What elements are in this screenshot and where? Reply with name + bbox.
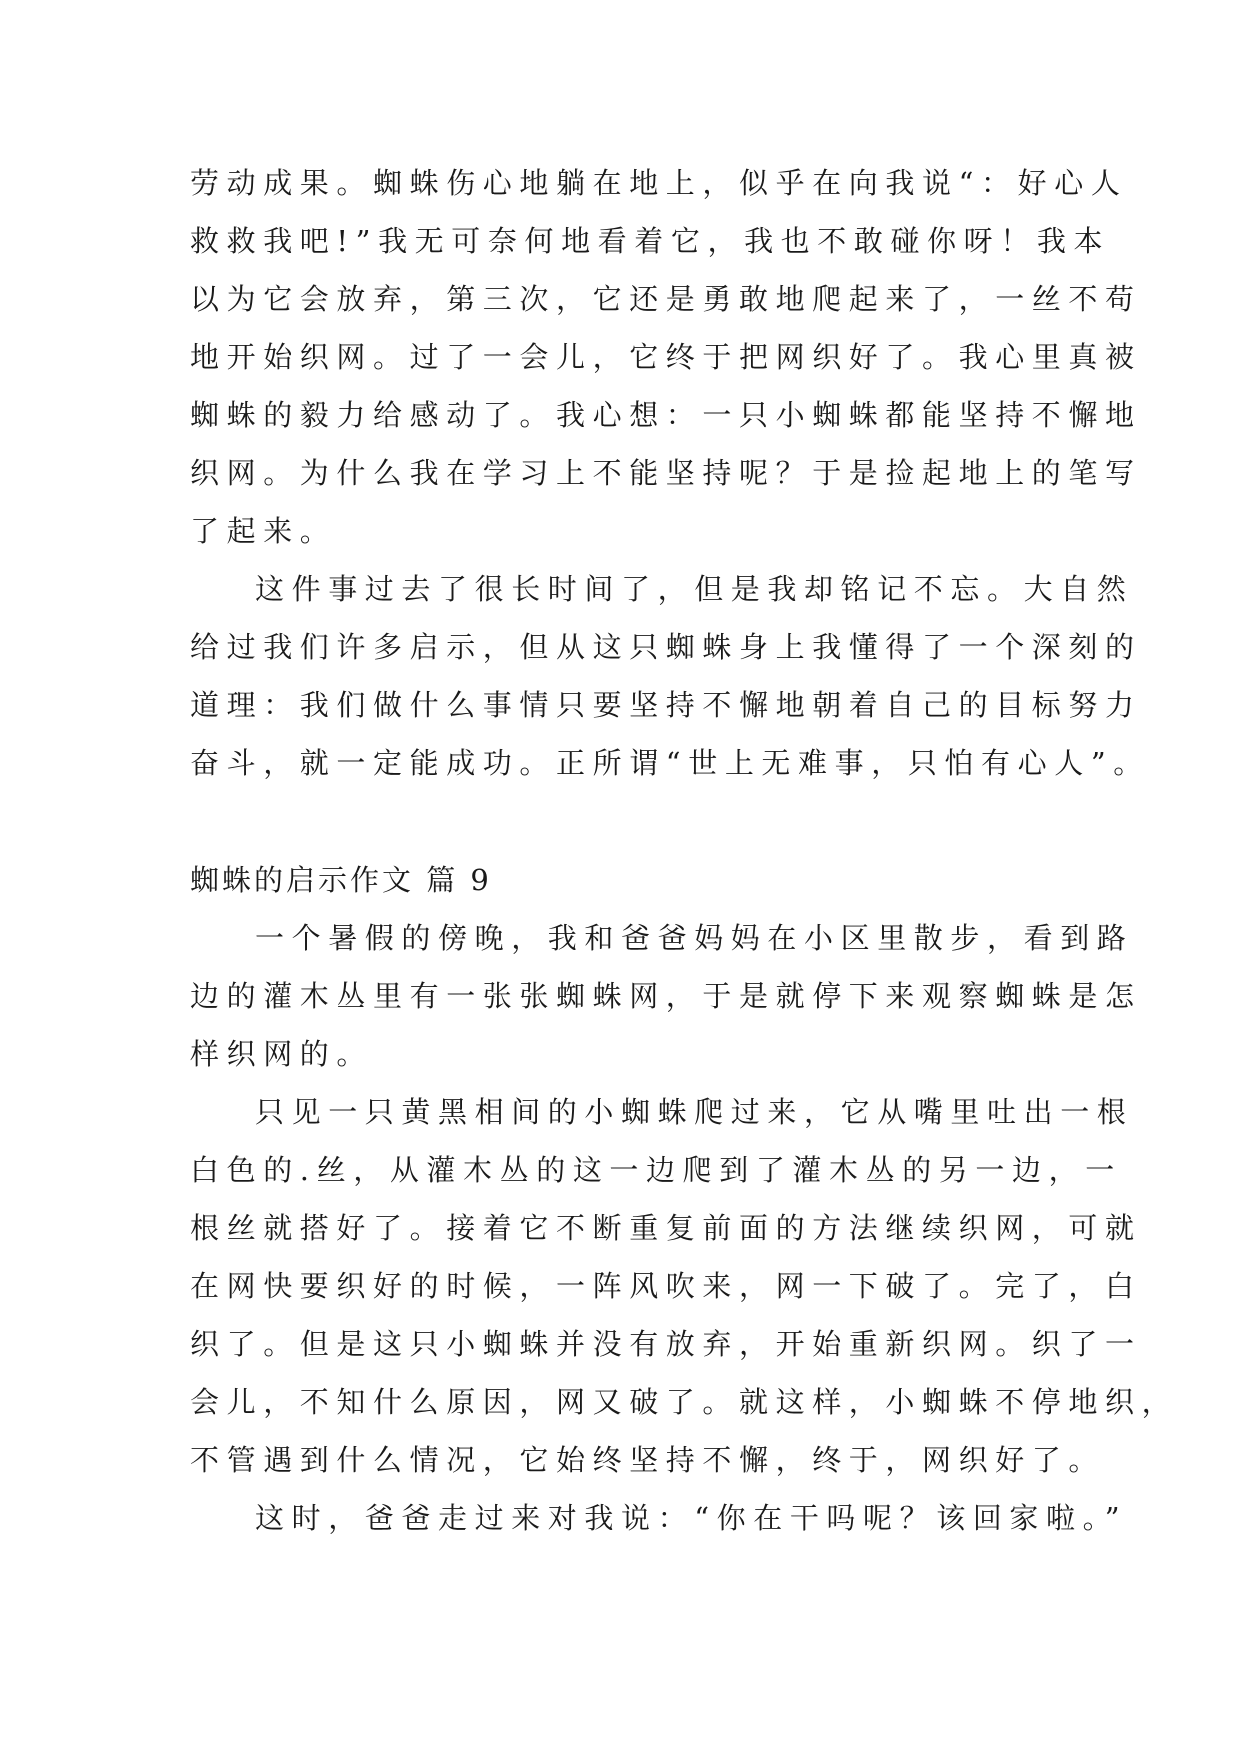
- text-line: 劳动成果。蜘蛛伤心地躺在地上，似乎在向我说“：好心人: [190, 166, 1128, 200]
- text-line: 在网快要织好的时候，一阵风吹来，网一下破了。完了，白: [190, 1269, 1142, 1303]
- text-line: 这件事过去了很长时间了，但是我却铭记不忘。大自然: [255, 572, 1134, 606]
- text-line: 根丝就搭好了。接着它不断重复前面的方法继续织网，可就: [190, 1211, 1142, 1245]
- text-line: 以为它会放弃，第三次，它还是勇敢地爬起来了，一丝不苟: [190, 282, 1142, 316]
- text-line: 奋斗，就一定能成功。正所谓“世上无难事，只怕有心人”。: [190, 746, 1150, 780]
- text-line: 织网。为什么我在学习上不能坚持呢？于是捡起地上的笔写: [190, 456, 1142, 490]
- text-line: 会儿，不知什么原因，网又破了。就这样，小蜘蛛不停地织，: [190, 1385, 1179, 1419]
- text-line: 边的灌木丛里有一张张蜘蛛网，于是就停下来观察蜘蛛是怎: [190, 979, 1142, 1013]
- text-line: 一个暑假的傍晚，我和爸爸妈妈在小区里散步，看到路: [255, 921, 1134, 955]
- text-line: 救救我吧!”我无可奈何地看着它，我也不敢碰你呀！我本: [190, 224, 1111, 258]
- text-line: 这时，爸爸走过来对我说：“你在干吗呢？该回家啦。”: [255, 1501, 1128, 1535]
- text-line: 只见一只黄黑相间的小蜘蛛爬过来，它从嘴里吐出一根: [255, 1095, 1134, 1129]
- text-line: 不管遇到什么情况，它始终坚持不懈，终于，网织好了。: [190, 1443, 1106, 1477]
- text-line: 了起来。: [190, 514, 337, 548]
- text-line: 织了。但是这只小蜘蛛并没有放弃，开始重新织网。织了一: [190, 1327, 1142, 1361]
- text-line: 白色的.丝，从灌木丛的这一边爬到了灌木丛的另一边，一: [190, 1153, 1122, 1187]
- text-line: 样织网的。: [190, 1037, 374, 1071]
- text-line: 给过我们许多启示，但从这只蜘蛛身上我懂得了一个深刻的: [190, 630, 1142, 664]
- text-line: 道理：我们做什么事情只要坚持不懈地朝着自己的目标努力: [190, 688, 1142, 722]
- text-line: 蜘蛛的毅力给感动了。我心想：一只小蜘蛛都能坚持不懈地: [190, 398, 1142, 432]
- text-line: 地开始织网。过了一会儿，它终于把网织好了。我心里真被: [190, 340, 1142, 374]
- section-heading: 蜘蛛的启示作文 篇 9: [190, 863, 492, 897]
